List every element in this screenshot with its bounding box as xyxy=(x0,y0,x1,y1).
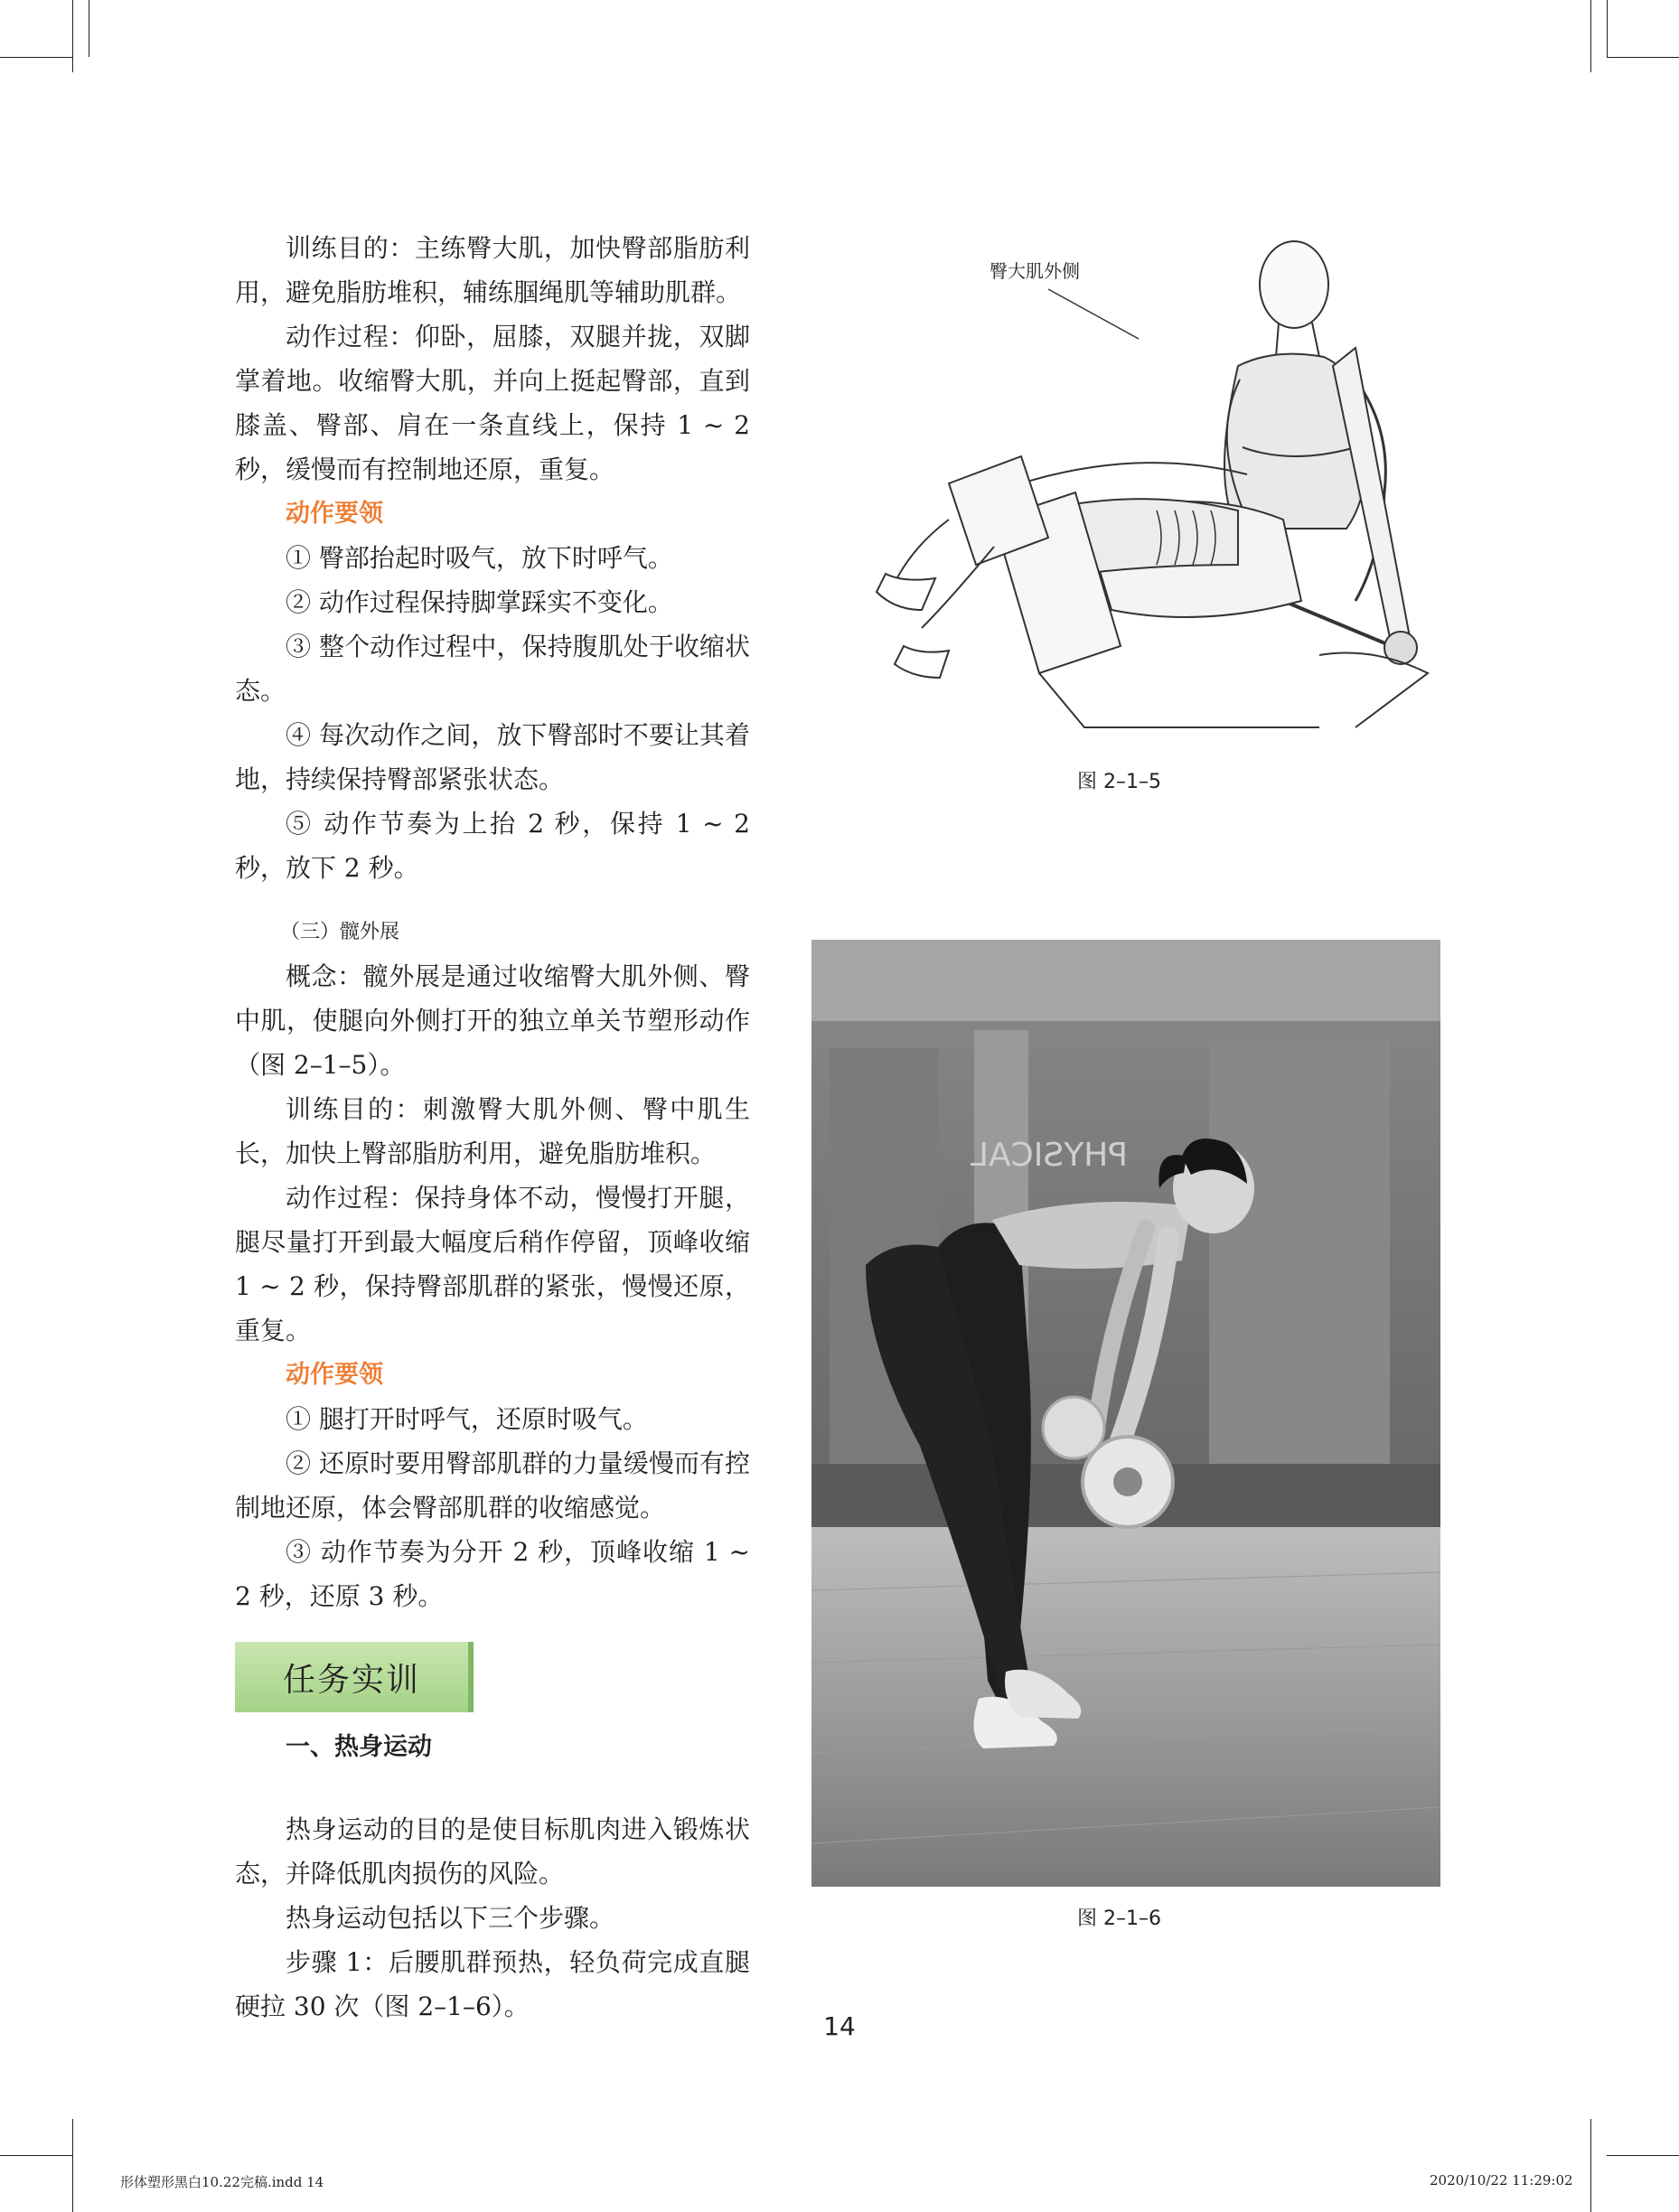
crop-mark xyxy=(0,57,72,58)
tip-item: ④ 每次动作之间，放下臀部时不要让其着地，持续保持臀部紧张状态。 xyxy=(235,720,750,794)
subsection-title: （三）髋外展 xyxy=(280,921,400,943)
paragraph: 概念：髋外展是通过收缩臀大肌外侧、臀中肌，使腿向外侧打开的独立单关节塑形动作（图 2–1–5）。 xyxy=(235,961,750,1080)
slug-filename: 形体塑形黑白10.22完稿.indd 14 xyxy=(120,2174,324,2190)
section-heading: 动作要领 xyxy=(286,1361,383,1389)
tip-item: ③ 整个动作过程中，保持腹肌处于收缩状态。 xyxy=(235,632,750,706)
figure-caption: 图 2–1–6 xyxy=(1077,1907,1161,1930)
crop-mark xyxy=(72,2119,73,2212)
tip-item: ① 腿打开时呼气，还原时吸气。 xyxy=(286,1404,648,1434)
crop-mark xyxy=(1590,0,1591,72)
paragraph: 热身运动的目的是使目标肌肉进入锻炼状态，并降低肌肉损伤的风险。 xyxy=(235,1814,750,1889)
paragraph: 步骤 1：后腰肌群预热，轻负荷完成直腿硬拉 30 次（图 2–1–6）。 xyxy=(235,1947,750,2021)
tip-item: ② 还原时要用臀部肌群的力量缓慢而有控制地还原，体会臀部肌群的收缩感觉。 xyxy=(235,1448,750,1523)
task-banner: 任务实训 xyxy=(235,1642,474,1712)
paragraph: 动作过程：保持身体不动，慢慢打开腿，腿尽量打开到最大幅度后稍作停留，顶峰收缩 1 ~ 2 秒，保持臀部肌群的紧张，慢慢还原，重复。 xyxy=(235,1183,750,1345)
wall-text: PHYSICAL xyxy=(970,1137,1128,1174)
tip-item: ⑤ 动作节奏为上抬 2 秒，保持 1 ~ 2 秒，放下 2 秒。 xyxy=(235,809,750,883)
crop-mark xyxy=(72,0,73,72)
tip-item: ① 臀部抬起时吸气，放下时呼气。 xyxy=(286,543,673,573)
section-title: 一、热身运动 xyxy=(286,1733,432,1761)
paragraph: 动作过程：仰卧，屈膝，双腿并拢，双脚掌着地。收缩臀大肌，并向上挺起臀部，直到膝盖、臀部、肩在一条直线上，保持 1 ~ 2 秒，缓慢而有控制地还原，重复。 xyxy=(235,322,750,484)
text-column xyxy=(235,226,750,2029)
crop-mark xyxy=(1607,2155,1679,2156)
hip-abduction-illustration xyxy=(813,221,1446,755)
illustration-label: 臀大肌外侧 xyxy=(990,260,1080,282)
crop-mark xyxy=(1607,0,1608,57)
tip-item: ② 动作过程保持脚掌踩实不变化。 xyxy=(286,587,673,617)
paragraph: 热身运动包括以下三个步骤。 xyxy=(286,1903,615,1933)
paragraph: 训练目的：主练臀大肌，加快臀部脂肪利用，避免脂肪堆积，辅练腘绳肌等辅助肌群。 xyxy=(235,233,750,307)
tip-item: ③ 动作节奏为分开 2 秒，顶峰收缩 1 ~ 2 秒，还原 3 秒。 xyxy=(235,1537,750,1611)
crop-mark xyxy=(1607,57,1679,58)
slug-timestamp: 2020/10/22 11:29:02 xyxy=(1430,2172,1573,2189)
crop-mark xyxy=(0,2155,72,2156)
paragraph: 训练目的：刺激臀大肌外侧、臀中肌生长，加快上臀部脂肪利用，避免脂肪堆积。 xyxy=(235,1094,750,1168)
page-number: 14 xyxy=(823,2011,856,2041)
section-heading: 动作要领 xyxy=(286,500,383,528)
deadlift-photo xyxy=(811,940,1440,1887)
crop-mark xyxy=(1590,2119,1591,2212)
figure-caption: 图 2–1–5 xyxy=(1077,771,1161,793)
